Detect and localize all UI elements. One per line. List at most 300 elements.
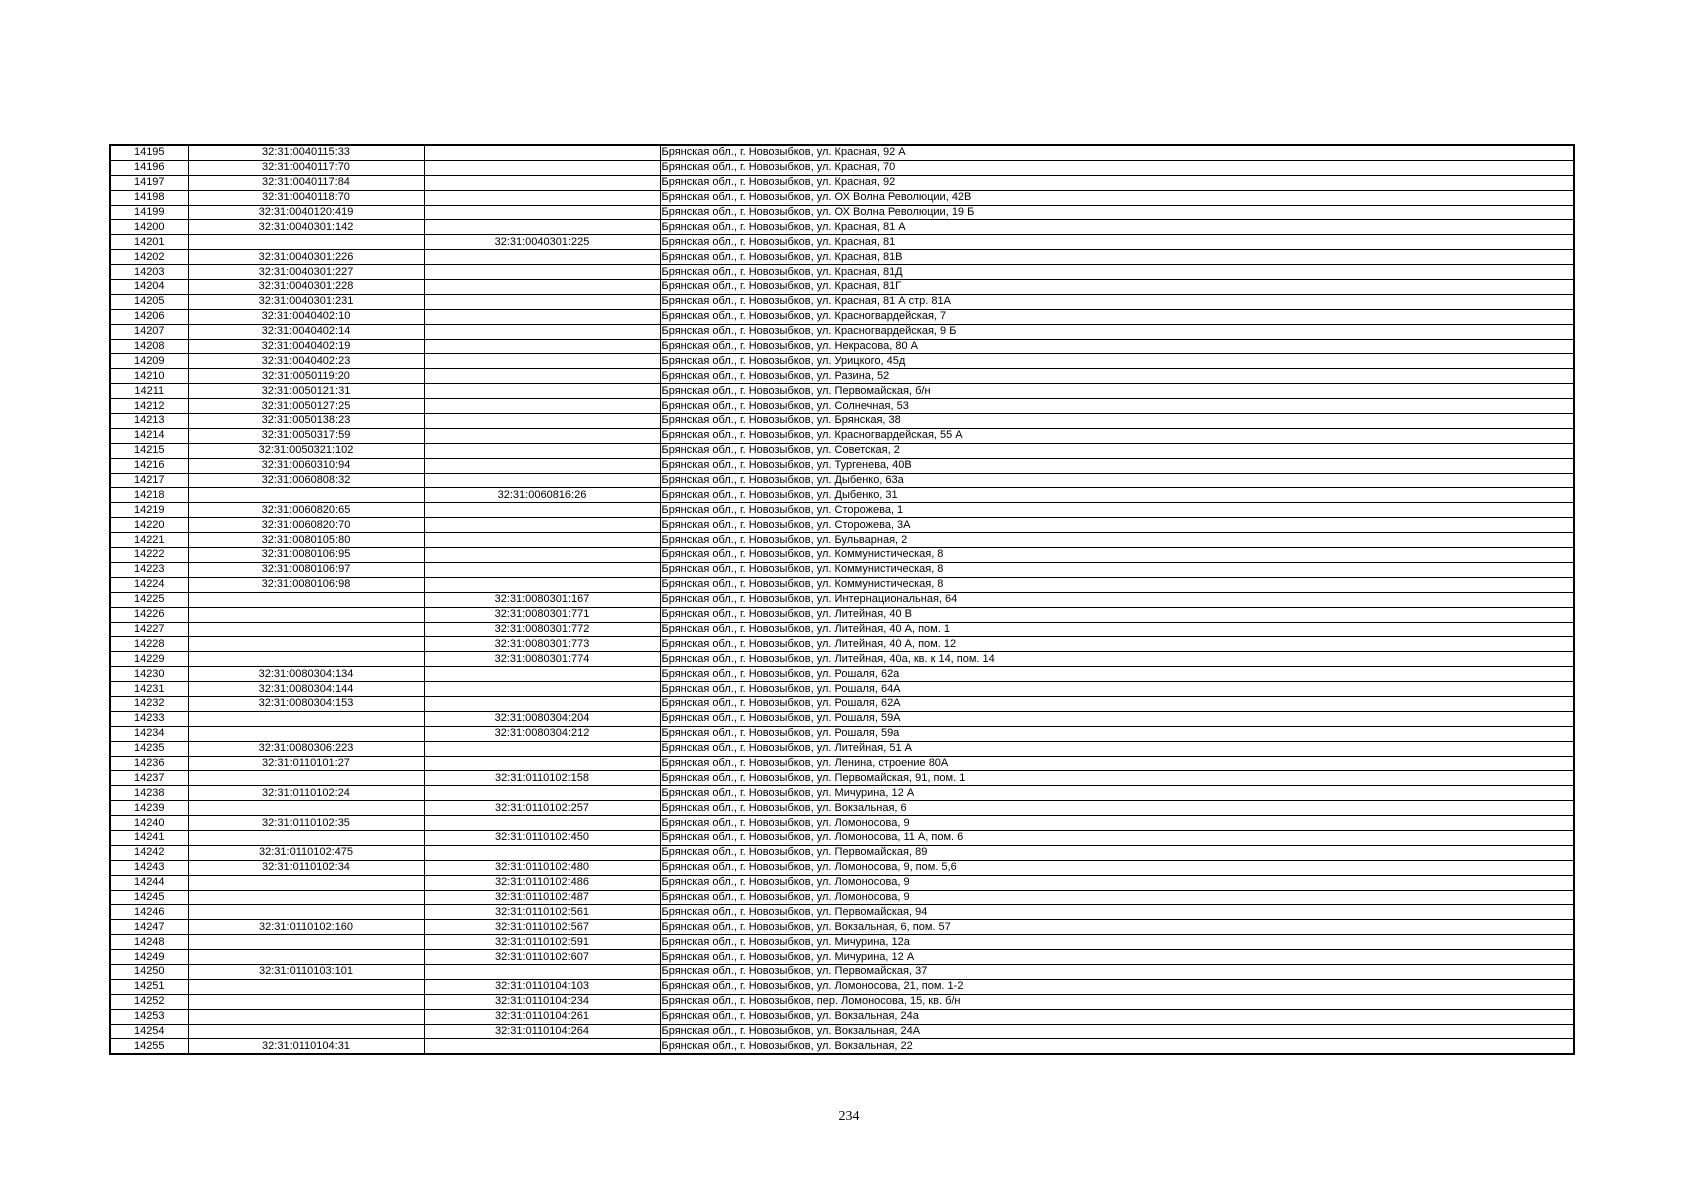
property-table (109, 144, 1575, 1055)
row-number-cell: 14255 (110, 1039, 188, 1054)
cadastral-number-alt-cell: 32:31:0080301:167 (424, 592, 660, 607)
address-cell: Брянская обл., г. Новозыбков, ул. Вокзальная, 6 (660, 801, 1574, 816)
table-row (110, 637, 1574, 652)
address-cell: Брянская обл., г. Новозыбков, ул. Первомайская, 94 (660, 905, 1574, 920)
address-cell: Брянская обл., г. Новозыбков, ул. Литейная, 40 А, пом. 12 (660, 637, 1574, 652)
row-number-cell: 14205 (110, 294, 188, 309)
address-cell: Брянская обл., г. Новозыбков, ул. Рошаля, 64А (660, 682, 1574, 697)
row-number-cell: 14248 (110, 935, 188, 950)
address-cell: Брянская обл., г. Новозыбков, ул. Вокзальная, 6, пом. 57 (660, 920, 1574, 935)
address-cell: Брянская обл., г. Новозыбков, ул. Сторожева, 3А (660, 518, 1574, 533)
row-number-cell: 14231 (110, 682, 188, 697)
address-cell: Брянская обл., г. Новозыбков, ул. Вокзальная, 24А (660, 1024, 1574, 1039)
table-row (110, 1039, 1574, 1054)
cadastral-number-cell: 32:31:0040301:226 (188, 250, 424, 265)
table-row (110, 145, 1574, 160)
cadastral-number-alt-cell (424, 354, 660, 369)
table-row (110, 339, 1574, 354)
address-cell: Брянская обл., г. Новозыбков, ул. Литейная, 40а, кв. к 14, пом. 14 (660, 652, 1574, 667)
row-number-cell: 14233 (110, 711, 188, 726)
table-row (110, 309, 1574, 324)
row-number-cell: 14250 (110, 964, 188, 979)
cadastral-number-alt-cell: 32:31:0080301:772 (424, 622, 660, 637)
cadastral-number-cell (188, 890, 424, 905)
cadastral-number-alt-cell (424, 562, 660, 577)
address-cell: Брянская обл., г. Новозыбков, ул. Красная, 81 А стр. 81А (660, 294, 1574, 309)
cadastral-number-cell (188, 488, 424, 503)
row-number-cell: 14197 (110, 175, 188, 190)
cadastral-number-cell: 32:31:0080306:223 (188, 741, 424, 756)
cadastral-number-alt-cell (424, 428, 660, 443)
cadastral-number-cell: 32:31:0040301:231 (188, 294, 424, 309)
row-number-cell: 14219 (110, 503, 188, 518)
table-row (110, 607, 1574, 622)
address-cell: Брянская обл., г. Новозыбков, ул. Коммунистическая, 8 (660, 577, 1574, 592)
row-number-cell: 14199 (110, 205, 188, 220)
cadastral-number-cell: 32:31:0040402:14 (188, 324, 424, 339)
cadastral-number-alt-cell (424, 280, 660, 295)
address-cell: Брянская обл., г. Новозыбков, ул. Красная, 70 (660, 160, 1574, 175)
table-row (110, 622, 1574, 637)
cadastral-number-cell: 32:31:0060808:32 (188, 473, 424, 488)
table-row (110, 324, 1574, 339)
row-number-cell: 14195 (110, 145, 188, 160)
cadastral-number-alt-cell (424, 964, 660, 979)
row-number-cell: 14216 (110, 458, 188, 473)
table-row (110, 860, 1574, 875)
row-number-cell: 14212 (110, 399, 188, 414)
address-cell: Брянская обл., г. Новозыбков, ул. Брянская, 38 (660, 414, 1574, 429)
table-row (110, 1009, 1574, 1024)
address-cell: Брянская обл., г. Новозыбков, ул. Литейная, 40 В (660, 607, 1574, 622)
cadastral-number-alt-cell (424, 845, 660, 860)
cadastral-number-cell: 32:31:0080106:98 (188, 577, 424, 592)
table-row (110, 801, 1574, 816)
table-row (110, 935, 1574, 950)
cadastral-number-cell: 32:31:0110104:31 (188, 1039, 424, 1054)
cadastral-number-alt-cell (424, 682, 660, 697)
row-number-cell: 14214 (110, 428, 188, 443)
address-cell: Брянская обл., г. Новозыбков, ул. Красная, 81 (660, 235, 1574, 250)
cadastral-number-alt-cell (424, 518, 660, 533)
cadastral-number-cell (188, 607, 424, 622)
address-cell: Брянская обл., г. Новозыбков, ул. Литейная, 51 А (660, 741, 1574, 756)
table-row (110, 354, 1574, 369)
table-row (110, 414, 1574, 429)
address-cell: Брянская обл., г. Новозыбков, ул. Вокзальная, 24а (660, 1009, 1574, 1024)
row-number-cell: 14224 (110, 577, 188, 592)
cadastral-number-cell: 32:31:0040118:70 (188, 190, 424, 205)
address-cell: Брянская обл., г. Новозыбков, ул. Ломоносова, 9 (660, 816, 1574, 831)
cadastral-number-cell (188, 994, 424, 1009)
row-number-cell: 14238 (110, 786, 188, 801)
cadastral-number-alt-cell (424, 190, 660, 205)
table-row (110, 682, 1574, 697)
cadastral-number-cell: 32:31:0080106:97 (188, 562, 424, 577)
table-row (110, 428, 1574, 443)
row-number-cell: 14208 (110, 339, 188, 354)
cadastral-number-cell (188, 592, 424, 607)
table-row (110, 265, 1574, 280)
row-number-cell: 14254 (110, 1024, 188, 1039)
cadastral-number-cell: 32:31:0060820:70 (188, 518, 424, 533)
cadastral-number-cell: 32:31:0060820:65 (188, 503, 424, 518)
cadastral-number-alt-cell (424, 1039, 660, 1054)
cadastral-number-alt-cell (424, 160, 660, 175)
address-cell: Брянская обл., г. Новозыбков, ул. Дыбенко, 63а (660, 473, 1574, 488)
table-row (110, 696, 1574, 711)
cadastral-number-alt-cell (424, 667, 660, 682)
cadastral-number-alt-cell (424, 399, 660, 414)
table-row (110, 816, 1574, 831)
address-cell: Брянская обл., г. Новозыбков, ул. Рошаля, 62А (660, 696, 1574, 711)
row-number-cell: 14218 (110, 488, 188, 503)
cadastral-number-alt-cell: 32:31:0110104:264 (424, 1024, 660, 1039)
address-cell: Брянская обл., г. Новозыбков, ул. Некрасова, 80 А (660, 339, 1574, 354)
address-cell: Брянская обл., г. Новозыбков, ул. Разина, 52 (660, 369, 1574, 384)
row-number-cell: 14237 (110, 771, 188, 786)
cadastral-number-alt-cell (424, 309, 660, 324)
row-number-cell: 14235 (110, 741, 188, 756)
address-cell: Брянская обл., г. Новозыбков, ул. Рошаля, 59А (660, 711, 1574, 726)
cadastral-number-cell: 32:31:0110103:101 (188, 964, 424, 979)
address-cell: Брянская обл., г. Новозыбков, ул. Солнечная, 53 (660, 399, 1574, 414)
row-number-cell: 14228 (110, 637, 188, 652)
address-cell: Брянская обл., г. Новозыбков, ул. Красная, 81В (660, 250, 1574, 265)
table-row (110, 175, 1574, 190)
cadastral-number-alt-cell: 32:31:0110102:567 (424, 920, 660, 935)
cadastral-number-cell: 32:31:0060310:94 (188, 458, 424, 473)
table-row (110, 562, 1574, 577)
address-cell: Брянская обл., г. Новозыбков, ул. Красногвардейская, 55 А (660, 428, 1574, 443)
cadastral-number-alt-cell (424, 175, 660, 190)
row-number-cell: 14252 (110, 994, 188, 1009)
table-row (110, 771, 1574, 786)
cadastral-number-alt-cell (424, 265, 660, 280)
row-number-cell: 14230 (110, 667, 188, 682)
address-cell: Брянская обл., г. Новозыбков, ул. Тургенева, 40В (660, 458, 1574, 473)
cadastral-number-alt-cell (424, 145, 660, 160)
address-cell: Брянская обл., г. Новозыбков, ул. Ломоносова, 11 А, пом. 6 (660, 830, 1574, 845)
table-row (110, 741, 1574, 756)
table-row (110, 726, 1574, 741)
address-cell: Брянская обл., г. Новозыбков, ул. Вокзальная, 22 (660, 1039, 1574, 1054)
cadastral-number-cell (188, 1024, 424, 1039)
cadastral-number-cell: 32:31:0040117:70 (188, 160, 424, 175)
cadastral-number-alt-cell: 32:31:0110104:234 (424, 994, 660, 1009)
cadastral-number-cell: 32:31:0050121:31 (188, 384, 424, 399)
cadastral-number-cell (188, 979, 424, 994)
table-row (110, 369, 1574, 384)
table-row (110, 905, 1574, 920)
cadastral-number-cell: 32:31:0040402:10 (188, 309, 424, 324)
row-number-cell: 14209 (110, 354, 188, 369)
cadastral-number-cell: 32:31:0050321:102 (188, 443, 424, 458)
table-row (110, 443, 1574, 458)
table-row (110, 488, 1574, 503)
address-cell: Брянская обл., г. Новозыбков, ул. Первомайская, б/н (660, 384, 1574, 399)
address-cell: Брянская обл., г. Новозыбков, ул. Сторожева, 1 (660, 503, 1574, 518)
row-number-cell: 14210 (110, 369, 188, 384)
row-number-cell: 14206 (110, 309, 188, 324)
cadastral-number-alt-cell (424, 577, 660, 592)
address-cell: Брянская обл., г. Новозыбков, ул. Первомайская, 89 (660, 845, 1574, 860)
cadastral-number-alt-cell: 32:31:0110102:487 (424, 890, 660, 905)
row-number-cell: 14240 (110, 816, 188, 831)
table-row (110, 756, 1574, 771)
row-number-cell: 14213 (110, 414, 188, 429)
cadastral-number-cell: 32:31:0110102:160 (188, 920, 424, 935)
table-row (110, 994, 1574, 1009)
cadastral-number-cell (188, 652, 424, 667)
cadastral-number-alt-cell (424, 384, 660, 399)
address-cell: Брянская обл., г. Новозыбков, ул. Ленина, строение 80А (660, 756, 1574, 771)
row-number-cell: 14222 (110, 548, 188, 563)
table-row (110, 845, 1574, 860)
cadastral-number-alt-cell: 32:31:0110102:607 (424, 950, 660, 965)
cadastral-number-cell: 32:31:0040120:419 (188, 205, 424, 220)
row-number-cell: 14229 (110, 652, 188, 667)
cadastral-number-alt-cell (424, 220, 660, 235)
table-row (110, 205, 1574, 220)
cadastral-number-cell: 32:31:0050138:23 (188, 414, 424, 429)
row-number-cell: 14239 (110, 801, 188, 816)
address-cell: Брянская обл., г. Новозыбков, ул. Ломоносова, 9, пом. 5,6 (660, 860, 1574, 875)
row-number-cell: 14196 (110, 160, 188, 175)
cadastral-number-cell: 32:31:0050127:25 (188, 399, 424, 414)
row-number-cell: 14249 (110, 950, 188, 965)
cadastral-number-alt-cell (424, 443, 660, 458)
row-number-cell: 14202 (110, 250, 188, 265)
address-cell: Брянская обл., г. Новозыбков, ул. Красная, 92 (660, 175, 1574, 190)
row-number-cell: 14217 (110, 473, 188, 488)
table-row (110, 503, 1574, 518)
address-cell: Брянская обл., г. Новозыбков, ул. Литейная, 40 А, пом. 1 (660, 622, 1574, 637)
cadastral-number-alt-cell: 32:31:0110102:486 (424, 875, 660, 890)
table-row (110, 1024, 1574, 1039)
row-number-cell: 14225 (110, 592, 188, 607)
cadastral-number-cell (188, 637, 424, 652)
table-row (110, 875, 1574, 890)
cadastral-number-alt-cell: 32:31:0110102:591 (424, 935, 660, 950)
row-number-cell: 14227 (110, 622, 188, 637)
cadastral-number-cell: 32:31:0050317:59 (188, 428, 424, 443)
table-row (110, 950, 1574, 965)
table-row (110, 830, 1574, 845)
cadastral-number-cell: 32:31:0040301:228 (188, 280, 424, 295)
address-cell: Брянская обл., г. Новозыбков, ул. Рошаля, 59а (660, 726, 1574, 741)
row-number-cell: 14201 (110, 235, 188, 250)
row-number-cell: 14236 (110, 756, 188, 771)
cadastral-number-alt-cell (424, 533, 660, 548)
address-cell: Брянская обл., г. Новозыбков, ул. Мичурина, 12а (660, 935, 1574, 950)
table-row (110, 235, 1574, 250)
row-number-cell: 14200 (110, 220, 188, 235)
table-row (110, 250, 1574, 265)
address-cell: Брянская обл., г. Новозыбков, ул. Красногвардейская, 9 Б (660, 324, 1574, 339)
cadastral-number-alt-cell (424, 548, 660, 563)
address-cell: Брянская обл., г. Новозыбков, ул. Мичурина, 12 А (660, 950, 1574, 965)
table-row (110, 979, 1574, 994)
table-row (110, 458, 1574, 473)
page-number: 234 (838, 1109, 860, 1124)
row-number-cell: 14242 (110, 845, 188, 860)
cadastral-number-cell: 32:31:0110102:475 (188, 845, 424, 860)
table-row (110, 786, 1574, 801)
cadastral-number-cell: 32:31:0040301:227 (188, 265, 424, 280)
cadastral-number-alt-cell (424, 414, 660, 429)
row-number-cell: 14244 (110, 875, 188, 890)
cadastral-number-cell: 32:31:0040402:23 (188, 354, 424, 369)
cadastral-number-alt-cell (424, 503, 660, 518)
address-cell: Брянская обл., г. Новозыбков, ул. Красная, 81Г (660, 280, 1574, 295)
address-cell: Брянская обл., г. Новозыбков, ул. Ломоносова, 21, пом. 1-2 (660, 979, 1574, 994)
address-cell: Брянская обл., г. Новозыбков, пер. Ломоносова, 15, кв. б/н (660, 994, 1574, 1009)
row-number-cell: 14232 (110, 696, 188, 711)
address-cell: Брянская обл., г. Новозыбков, ул. Коммунистическая, 8 (660, 562, 1574, 577)
cadastral-number-alt-cell: 32:31:0080304:212 (424, 726, 660, 741)
cadastral-number-alt-cell (424, 756, 660, 771)
cadastral-number-cell: 32:31:0040117:84 (188, 175, 424, 190)
address-cell: Брянская обл., г. Новозыбков, ул. Интернациональная, 64 (660, 592, 1574, 607)
address-cell: Брянская обл., г. Новозыбков, ул. Ломоносова, 9 (660, 875, 1574, 890)
address-cell: Брянская обл., г. Новозыбков, ул. Ломоносова, 9 (660, 890, 1574, 905)
address-cell: Брянская обл., г. Новозыбков, ул. Мичурина, 12 А (660, 786, 1574, 801)
address-cell: Брянская обл., г. Новозыбков, ул. Советская, 2 (660, 443, 1574, 458)
cadastral-number-cell (188, 771, 424, 786)
table-row (110, 533, 1574, 548)
cadastral-number-cell: 32:31:0040301:142 (188, 220, 424, 235)
cadastral-number-cell (188, 830, 424, 845)
cadastral-number-cell (188, 905, 424, 920)
cadastral-number-cell (188, 711, 424, 726)
table-row (110, 384, 1574, 399)
table-row (110, 890, 1574, 905)
table-row (110, 577, 1574, 592)
address-cell: Брянская обл., г. Новозыбков, ул. Бульварная, 2 (660, 533, 1574, 548)
cadastral-number-alt-cell (424, 816, 660, 831)
table-row (110, 220, 1574, 235)
cadastral-number-alt-cell (424, 324, 660, 339)
row-number-cell: 14247 (110, 920, 188, 935)
table-row (110, 399, 1574, 414)
table-row (110, 667, 1574, 682)
cadastral-number-cell: 32:31:0110101:27 (188, 756, 424, 771)
cadastral-number-cell: 32:31:0040115:33 (188, 145, 424, 160)
table-row (110, 473, 1574, 488)
cadastral-number-cell (188, 1009, 424, 1024)
cadastral-number-cell (188, 935, 424, 950)
cadastral-number-alt-cell (424, 339, 660, 354)
address-cell: Брянская обл., г. Новозыбков, ул. Первомайская, 37 (660, 964, 1574, 979)
cadastral-number-cell (188, 875, 424, 890)
row-number-cell: 14241 (110, 830, 188, 845)
table-row (110, 652, 1574, 667)
row-number-cell: 14221 (110, 533, 188, 548)
cadastral-number-alt-cell (424, 369, 660, 384)
row-number-cell: 14203 (110, 265, 188, 280)
cadastral-number-cell: 32:31:0080304:144 (188, 682, 424, 697)
table-row (110, 160, 1574, 175)
cadastral-number-cell: 32:31:0110102:34 (188, 860, 424, 875)
cadastral-number-cell: 32:31:0040402:19 (188, 339, 424, 354)
address-cell: Брянская обл., г. Новозыбков, ул. ОХ Волна Революции, 42В (660, 190, 1574, 205)
cadastral-number-cell: 32:31:0110102:24 (188, 786, 424, 801)
address-cell: Брянская обл., г. Новозыбков, ул. Урицкого, 45д (660, 354, 1574, 369)
table-row (110, 280, 1574, 295)
cadastral-number-cell (188, 622, 424, 637)
table-row (110, 190, 1574, 205)
cadastral-number-cell: 32:31:0080106:95 (188, 548, 424, 563)
row-number-cell: 14207 (110, 324, 188, 339)
row-number-cell: 14246 (110, 905, 188, 920)
cadastral-number-cell (188, 801, 424, 816)
cadastral-number-alt-cell (424, 205, 660, 220)
cadastral-number-alt-cell (424, 696, 660, 711)
cadastral-number-alt-cell: 32:31:0110102:450 (424, 830, 660, 845)
cadastral-number-alt-cell: 32:31:0080304:204 (424, 711, 660, 726)
cadastral-number-alt-cell: 32:31:0110102:158 (424, 771, 660, 786)
address-cell: Брянская обл., г. Новозыбков, ул. Красная, 81 А (660, 220, 1574, 235)
cadastral-number-alt-cell (424, 473, 660, 488)
cadastral-number-cell (188, 950, 424, 965)
address-cell: Брянская обл., г. Новозыбков, ул. Дыбенко, 31 (660, 488, 1574, 503)
row-number-cell: 14198 (110, 190, 188, 205)
cadastral-number-alt-cell (424, 458, 660, 473)
row-number-cell: 14253 (110, 1009, 188, 1024)
table-row (110, 548, 1574, 563)
row-number-cell: 14220 (110, 518, 188, 533)
address-cell: Брянская обл., г. Новозыбков, ул. Коммунистическая, 8 (660, 548, 1574, 563)
cadastral-number-cell: 32:31:0110102:35 (188, 816, 424, 831)
cadastral-number-alt-cell: 32:31:0110104:261 (424, 1009, 660, 1024)
cadastral-number-alt-cell (424, 741, 660, 756)
cadastral-number-cell: 32:31:0080304:153 (188, 696, 424, 711)
cadastral-number-cell: 32:31:0080304:134 (188, 667, 424, 682)
cadastral-number-alt-cell (424, 250, 660, 265)
cadastral-number-alt-cell: 32:31:0040301:225 (424, 235, 660, 250)
row-number-cell: 14226 (110, 607, 188, 622)
address-cell: Брянская обл., г. Новозыбков, ул. Первомайская, 91, пом. 1 (660, 771, 1574, 786)
cadastral-number-alt-cell: 32:31:0080301:771 (424, 607, 660, 622)
cadastral-number-cell (188, 726, 424, 741)
cadastral-number-alt-cell: 32:31:0080301:773 (424, 637, 660, 652)
table-row (110, 592, 1574, 607)
table-row (110, 294, 1574, 309)
cadastral-number-alt-cell: 32:31:0110104:103 (424, 979, 660, 994)
cadastral-number-cell: 32:31:0080105:80 (188, 533, 424, 548)
cadastral-number-alt-cell: 32:31:0060816:26 (424, 488, 660, 503)
row-number-cell: 14223 (110, 562, 188, 577)
cadastral-number-alt-cell (424, 786, 660, 801)
row-number-cell: 14234 (110, 726, 188, 741)
row-number-cell: 14251 (110, 979, 188, 994)
address-cell: Брянская обл., г. Новозыбков, ул. Рошаля, 62а (660, 667, 1574, 682)
address-cell: Брянская обл., г. Новозыбков, ул. ОХ Волна Революции, 19 Б (660, 205, 1574, 220)
property-table-body (110, 145, 1574, 1054)
row-number-cell: 14204 (110, 280, 188, 295)
table-row (110, 964, 1574, 979)
row-number-cell: 14245 (110, 890, 188, 905)
row-number-cell: 14243 (110, 860, 188, 875)
table-row (110, 518, 1574, 533)
row-number-cell: 14211 (110, 384, 188, 399)
cadastral-number-alt-cell: 32:31:0110102:480 (424, 860, 660, 875)
cadastral-number-alt-cell: 32:31:0110102:257 (424, 801, 660, 816)
address-cell: Брянская обл., г. Новозыбков, ул. Красная, 81Д (660, 265, 1574, 280)
cadastral-number-alt-cell: 32:31:0080301:774 (424, 652, 660, 667)
row-number-cell: 14215 (110, 443, 188, 458)
